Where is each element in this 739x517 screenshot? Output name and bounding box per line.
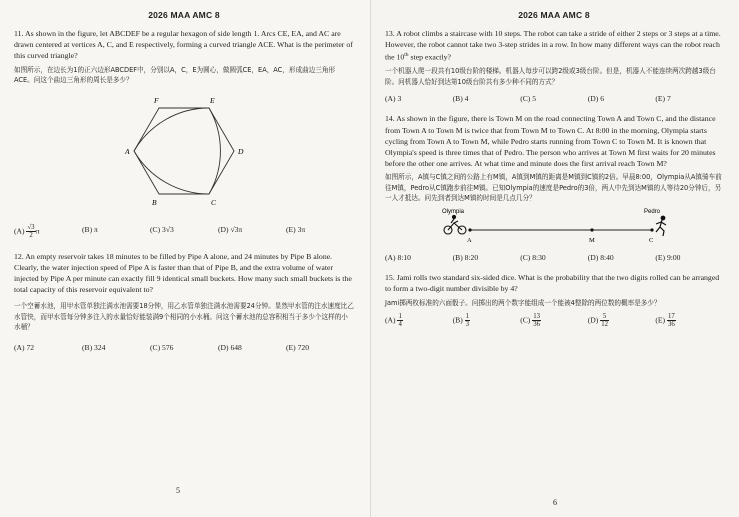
problem-text: An empty reservoir takes 18 minutes to be filled by Pipe A alone, and 24 minutes by Pipe B alone. Clearly, the water injection speed of Pipe A is faster than that of Pipe B, and the extra volume of water injected by Pipe A per minute can exactly fill 9 identical small buckets. How many such small buckets is the total capacity of this reservoir equivalent to? [14, 251, 352, 295]
label-a: A [467, 236, 472, 244]
label-f: F [154, 95, 159, 105]
label-m: M [589, 236, 595, 244]
point-c [650, 228, 653, 231]
label-b: B [152, 197, 157, 207]
choice-c[interactable]: (C) 576 [150, 342, 174, 352]
answer-choices [385, 93, 723, 104]
right-page [370, 0, 739, 517]
choice-b[interactable]: (B) π [82, 224, 98, 234]
answer-choices [385, 252, 723, 263]
page-number: 5 [176, 486, 180, 495]
problem-text-chinese: 如图所示，A镇与C镇之间的公路上有M镇，A镇到M镇的距离是M镇到C镇的2倍。早晨8:00，Olympia从A镇骑车前往M镇，Pedro从C镇跑步前往M镇。已知Olympia的速度是Pedro的3倍，两人中先到达M镇的人等待20分钟后，另一人才抵达。问先到者到达M镇的时间是几点几分？ [385, 173, 722, 203]
point-m [590, 228, 593, 231]
choice-d[interactable]: (D) 8:40 [587, 252, 614, 262]
choice-b[interactable]: (B) $\frac{1}{3}$ [452, 313, 470, 329]
choice-d[interactable]: (D) 648 [218, 342, 242, 352]
problem-text-chinese: 一个空蓄水池，用甲水管单独注满水池需要18分钟，用乙水管单独注满水池需要24分钟。显然甲水管的注水速度比乙水管快，而甲水管每分钟多注入的水量恰好能装满9个相同的小水桶。问这个蓄水池的总容积相当于多少个这样的小水桶？ [14, 302, 354, 332]
label-e: E [210, 95, 215, 105]
olympia-label: Olympia [442, 208, 465, 215]
choice-a[interactable]: (A) $\frac{1}{4}$ [385, 313, 402, 329]
problem-text: As shown in the figure, there is Town M on the road connecting Town A and Town C, and the distance from Town A to Town M is twice that from Town M to Town C. At 8:00 in the morning, Olympia starts cycling from Town A to Town M, while Pedro starts running from Town C to Town M. It is known that Olympia's speed is three times that of Pedro. The person who arrives at Town M first waits for 20 minutes before the other one arrives. At what time and minute does the first arrival reach Town M? [385, 114, 716, 169]
choice-d[interactable]: (D) 6 [587, 94, 605, 104]
problem-text-chinese: 如图所示，在边长为1的正六边形ABCDEF中，分别以A，C，E为圆心，做圆弧CE，EA，AC，形成曲边三角形ACE。问这个曲边三角形的周长是多少？ [14, 65, 336, 85]
problem-11 [14, 28, 354, 239]
problem-number: 12. [14, 251, 24, 261]
choice-d[interactable]: (D) √3π [218, 224, 243, 234]
problem-number: 14. [385, 114, 395, 124]
problem-15 [385, 272, 723, 328]
label-c: C [211, 197, 217, 207]
choice-a[interactable]: (A) 72 [14, 342, 35, 352]
choice-c[interactable]: (C) $\frac{13}{36}$ [520, 313, 541, 329]
choice-b[interactable]: (B) 324 [82, 342, 106, 352]
choice-e[interactable]: (E) $\frac{17}{36}$ [655, 313, 675, 329]
choice-d[interactable]: (D) $\frac{5}{12}$ [587, 313, 609, 329]
problem-13 [385, 28, 723, 104]
fraction: $\frac{1}{4}$ [398, 313, 402, 329]
problem-number: 15. [385, 273, 395, 283]
road-figure [404, 206, 704, 248]
runner-icon [656, 216, 666, 236]
arc-ea [134, 108, 209, 151]
choice-a[interactable]: (A) 8:10 [385, 252, 411, 262]
choice-b[interactable]: (B) 4 [452, 94, 469, 104]
bicycle-icon [444, 215, 466, 234]
problem-14 [385, 113, 723, 263]
page-header: 2026 MAA AMC 8 [518, 10, 590, 20]
page-number: 6 [553, 498, 557, 507]
problem-text-end: step exactly? [408, 53, 451, 62]
arc-ce [209, 108, 220, 194]
choice-a[interactable]: (A) 3 [385, 94, 402, 104]
choice-e[interactable]: (E) 3π [286, 224, 306, 234]
choice-c[interactable]: (C) 5 [520, 94, 537, 104]
problem-text: As shown in the figure, let ABCDEF be a regular hexagon of side length 1. Arcs CE, EA, and AC are drawn centered at vertices A, C, and E respectively, forming a curved triangle ACE. What is the perimeter of this curved triangle? [14, 29, 353, 61]
problem-text-chinese: Jami掷两枚标准的六面骰子。问掷出的两个数字能组成一个能被4整除的两位数的概率是多少？ [385, 298, 661, 307]
fraction: $\frac{17}{36}$ [667, 313, 675, 329]
choice-b[interactable]: (B) 8:20 [452, 252, 479, 262]
choice-a[interactable]: (A) $\frac{√3}{2}$ π [14, 223, 40, 239]
problem-number: 13. [385, 29, 395, 38]
answer-choices [14, 224, 354, 239]
hexagon-outline [134, 108, 234, 194]
fraction: $\frac{√3}{2}$ [27, 223, 35, 239]
fraction: $\frac{1}{3}$ [465, 313, 470, 329]
arc-ac [134, 151, 209, 194]
page-header: 2026 MAA AMC 8 [148, 10, 220, 20]
point-a [468, 228, 471, 231]
problem-text: Jami rolls two standard six-sided dice. What is the probability that the two digits rolled can be arranged to form a two-digit number divisible by 4? [385, 273, 720, 294]
superscript: th [404, 52, 409, 59]
choice-e[interactable]: (E) 9:00 [655, 252, 681, 262]
fraction: $\frac{13}{36}$ [533, 313, 541, 329]
problem-number: 11. [14, 29, 24, 38]
choice-e[interactable]: (E) 7 [655, 94, 671, 104]
label-a: A [125, 146, 130, 156]
choice-c[interactable]: (C) 8:30 [520, 252, 546, 262]
problem-12 [14, 251, 354, 354]
choice-c[interactable]: (C) 3√3 [150, 224, 174, 234]
pedro-label: Pedro [644, 208, 661, 215]
fraction: $\frac{5}{12}$ [601, 313, 609, 329]
label-c: C [649, 236, 654, 244]
problem-text-chinese: 一个机器人爬一段共有10级台阶的楼梯。机器人每步可以跨2级或3级台阶。但是，机器人不能连续两次跨越3级台阶。问机器人恰好到达第10级台阶共有多少种不同的方式？ [385, 67, 716, 86]
hexagon-figure [99, 90, 269, 218]
label-d: D [238, 146, 244, 156]
answer-choices [14, 342, 354, 353]
choice-e[interactable]: (E) 720 [286, 342, 309, 352]
problem-text: A robot climbs a staircase with 10 steps. The robot can take a stride of either 2 steps or 3 steps at a time. However, the robot cannot take two 3-step strides in a row. In how many different ways can the robot reach the 10 [385, 29, 721, 62]
answer-choices [385, 313, 723, 328]
